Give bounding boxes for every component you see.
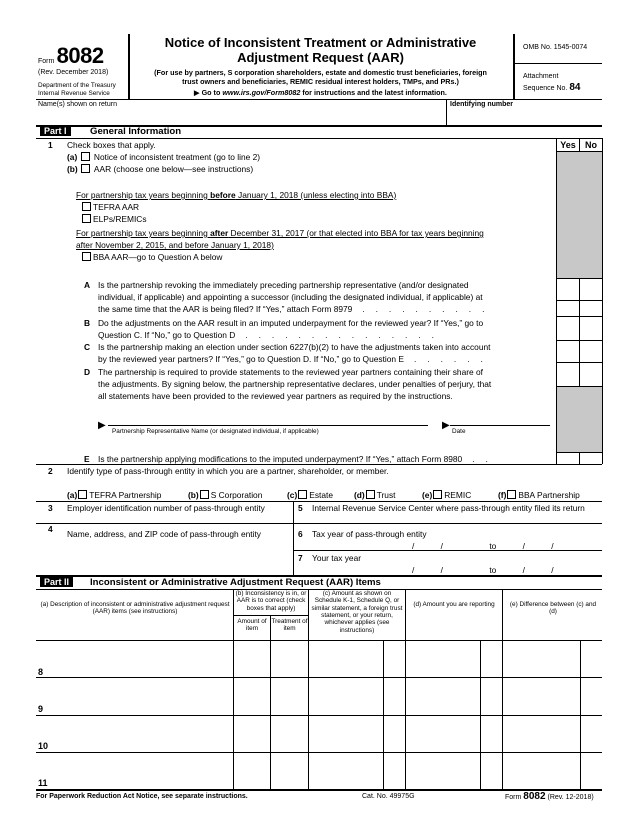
line-6-date-range[interactable]: / / to / /: [412, 541, 554, 551]
sequence-number: 84: [569, 82, 581, 93]
question-a-letter: A: [84, 280, 91, 290]
qc-yes-box[interactable]: [557, 341, 579, 362]
col-a-header: (a) Description of inconsistent or administrative adjustment request (AAR) items (see instructions): [40, 601, 230, 616]
line-6-number: 6: [298, 529, 303, 539]
row-8-description-input[interactable]: [50, 641, 232, 676]
qb-yes-box[interactable]: [557, 317, 579, 340]
row-11-number: 11: [38, 778, 48, 788]
line-2-text: Identify type of pass-through entity in which you are a partner, shareholder, or member.: [67, 466, 389, 476]
part2-title: Inconsistent or Administrative Adjustment Request (AAR) Items: [90, 577, 381, 588]
paperwork-notice: For Paperwork Reduction Act Notice, see separate instructions.: [36, 793, 248, 800]
attachment-label: Attachment: [523, 73, 559, 80]
identifying-number-label: Identifying number: [450, 101, 513, 108]
signature-label: Partnership Representative Name (or designated individual, if applicable): [112, 428, 319, 435]
question-b: Do the adjustments on the AAR result in an imputed underpayment for the reviewed year? If “Yes,” go to Question C. If “No,” go to Question D . . . . . . . . . . . . . . .: [98, 318, 484, 340]
col-d-header: (d) Amount you are reporting: [413, 601, 495, 608]
names-label: Name(s) shown on return: [38, 101, 117, 108]
service-center-input[interactable]: [312, 512, 600, 522]
line-7-number: 7: [298, 553, 303, 563]
line-2-option: (b) S Corporation: [188, 490, 263, 500]
question-d-letter: D: [84, 367, 91, 377]
form-label: [38, 42, 104, 70]
line-4-number: 4: [48, 524, 53, 534]
representative-name-input[interactable]: [110, 404, 426, 424]
irs-url[interactable]: www.irs.gov/Form8082: [222, 88, 301, 97]
line-4-text: Name, address, and ZIP code of pass-through entity: [67, 529, 261, 539]
question-c-letter: C: [84, 342, 91, 352]
line-7-date-range[interactable]: / / to / /: [412, 565, 554, 575]
bba-aar-option: BBA AAR—go to Question A below: [81, 252, 222, 263]
omb-number: OMB No. 1545-0074: [523, 44, 588, 51]
line-2-option: (f) BBA Partnership: [498, 490, 580, 500]
s-corporation-checkbox[interactable]: [200, 490, 209, 499]
row-11-description-input[interactable]: [50, 753, 232, 788]
line-2-option: (c) Estate: [287, 490, 333, 500]
question-e-letter: E: [84, 454, 90, 464]
sequence-label: Sequence No. 84: [523, 82, 581, 93]
estate-checkbox[interactable]: [298, 490, 307, 499]
part1-badge: Part I: [40, 126, 71, 137]
col-e-header: (e) Difference between (c) and (d): [509, 601, 597, 616]
line-5-number: 5: [298, 503, 303, 513]
question-c: Is the partnership making an election under section 6227(b)(2) to have the adjustments taken into account by the reviewed year partners? If “Yes,” go to Question D. If “No,” go to Question E . . . . . .: [98, 342, 491, 364]
col-c-header: (c) Amount as shown on Schedule K-1, Schedule Q, or similar statement, a foreign trust statement, or your return, whichever applies (see instructions): [311, 590, 403, 634]
date-arrow-icon: ▶: [442, 420, 450, 431]
line-3-text: Employer identification number of pass-through entity: [67, 503, 265, 513]
tefra-aar-checkbox[interactable]: [82, 202, 91, 211]
row-10-number: 10: [38, 741, 49, 751]
row-9-number: 9: [38, 704, 44, 714]
entity-address-input[interactable]: [67, 540, 289, 573]
part1-title: General Information: [90, 126, 182, 137]
goto-line: ▶ Go to www.irs.gov/Form8082 for instructions and the latest information.: [194, 88, 447, 97]
trust-checkbox[interactable]: [366, 490, 375, 499]
question-d: The partnership is required to provide statements to the reviewed year partners containing their share of the adjustments. By signing below, the partnership representative declares, under penalties of perjury, that all statements have been provided to the reviewed year partners as required by the instructions.: [98, 367, 492, 401]
qa-no-box[interactable]: [580, 279, 602, 300]
bba-aar-checkbox[interactable]: [82, 252, 91, 261]
qc-no-box[interactable]: [580, 341, 602, 362]
qa-yes-box[interactable]: [557, 279, 579, 300]
col-b2-header: Treatment of item: [271, 618, 308, 633]
line-1a-checkbox[interactable]: [81, 152, 90, 161]
identifying-number-input[interactable]: [450, 110, 600, 124]
line-7-text: Your tax year: [312, 553, 362, 563]
line-1b-checkbox[interactable]: [81, 164, 90, 173]
line-3-number: 3: [48, 503, 53, 513]
irs-label: Internal Revenue Service: [38, 90, 110, 97]
question-e: Is the partnership applying modifications to the imputed underpayment? If “Yes,” attach Form 8980 . .: [98, 454, 489, 464]
rev-date: (Rev. December 2018): [38, 69, 109, 76]
line-1b: (b) AAR (choose one below—see instructions): [67, 164, 254, 174]
line-2-number: 2: [48, 466, 53, 476]
line-2-option: (d) Trust: [354, 490, 396, 500]
qe-no-box[interactable]: [580, 453, 602, 464]
question-b-letter: B: [84, 318, 91, 328]
remic-checkbox[interactable]: [433, 490, 442, 499]
elps-remics-option: ELPs/REMICs: [81, 214, 147, 225]
col-b-header: (b) Inconsistency is in, or AAR is to correct (check boxes that apply): [235, 590, 307, 612]
shaded-area: [557, 152, 602, 278]
row-9-description-input[interactable]: [50, 678, 232, 714]
line-5-text: Internal Revenue Service Center where pass-through entity filed its return: [312, 503, 585, 513]
shaded-area: [557, 386, 602, 452]
bba-partnership-checkbox[interactable]: [507, 490, 516, 499]
form-subtitle: (For use by partners, S corporation shareholders, estate and domestic trust beneficiaries, foreign trust owners and beneficiaries, REMIC residual interest holders, TMPs, and PRs.): [154, 68, 487, 87]
row-10-description-input[interactable]: [50, 716, 232, 751]
line-6-text: Tax year of pass-through entity: [312, 529, 427, 539]
row-8-number: 8: [38, 667, 44, 677]
footer-form-id: Form 8082 (Rev. 12-2018): [505, 791, 594, 802]
dept-label: Department of the Treasury: [38, 82, 116, 89]
title-line-1: Notice of Inconsistent Treatment or Administrative: [164, 35, 477, 50]
no-column-header: No: [585, 140, 597, 150]
part2-badge: Part II: [40, 577, 73, 588]
form-word: Form: [38, 58, 55, 65]
col-b1-header: Amount of item: [237, 618, 267, 633]
form-title: [130, 35, 511, 66]
date-label: Date: [452, 428, 466, 435]
signature-date-input[interactable]: [452, 404, 548, 424]
line-2-option: (e) REMIC: [422, 490, 472, 500]
tefra-aar-option: TEFRA AAR: [81, 202, 139, 213]
question-a: Is the partnership revoking the immediately preceding partnership representative (and/or designated individual, if applicable) and appointing a successor (including the designated individual, if applicable) at the same time that the AAR is being filed? If “Yes,” attach Form 8979 . . . . . . . . . .: [98, 280, 486, 314]
line-1-text: Check boxes that apply.: [67, 140, 156, 150]
catalog-number: Cat. No. 49975G: [362, 793, 415, 800]
line-2-option: (a) TEFRA Partnership: [67, 490, 162, 500]
qe-yes-box[interactable]: [557, 453, 579, 464]
tefra-partnership-checkbox[interactable]: [78, 490, 87, 499]
names-input[interactable]: [38, 110, 443, 124]
title-line-2: Adjustment Request (AAR): [237, 50, 404, 66]
yes-column-header: Yes: [560, 140, 576, 150]
line-1-number: 1: [48, 140, 53, 150]
before-2018-heading: For partnership tax years beginning before January 1, 2018 (unless electing into BBA): [76, 190, 397, 200]
after-2017-heading: For partnership tax years beginning after December 31, 2017 (or that elected into BBA for tax years beginning after November 2, 2015, and before January 1, 2018): [76, 228, 484, 250]
form-number: 8082: [56, 43, 104, 68]
elps-remics-checkbox[interactable]: [82, 214, 91, 223]
qb-no-box[interactable]: [580, 317, 602, 340]
ein-input[interactable]: [67, 512, 289, 522]
line-1a: (a) Notice of inconsistent treatment (go to line 2): [67, 152, 261, 162]
signature-arrow-icon: ▶: [98, 420, 106, 431]
